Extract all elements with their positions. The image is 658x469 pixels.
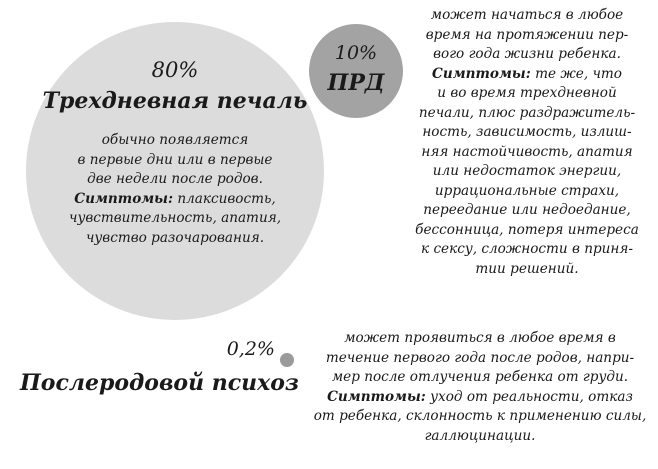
symptoms-text: уход от реальности, отказ (430, 388, 633, 405)
description-line: может проявиться в любое время в (344, 330, 616, 346)
symptoms-line: печали, плюс раздражитель- (418, 104, 636, 121)
symptoms-label: Симптомы: (327, 388, 426, 405)
symptoms-line: от ребенка, склонность к применению силы, (313, 408, 647, 424)
description-line: в первые дни или в первые (77, 151, 273, 168)
symptoms-label: Симптомы: (432, 65, 531, 82)
symptoms-text: плаксивость, (177, 190, 276, 207)
ppd-percent: 10% (334, 42, 378, 64)
description-line: вого года жизни ребенка. (433, 46, 621, 62)
symptoms-line: к сексу, сложности в приня- (421, 241, 633, 257)
baby-blues-percent: 80% (151, 58, 199, 82)
symptoms-line: чувство разочарования. (85, 229, 265, 246)
description-line: время на протяжении пер- (425, 26, 629, 43)
baby-blues-description (40, 131, 310, 248)
symptoms-line: няя настойчивость, апатия (421, 143, 633, 160)
description-line: мер после отлучения ребенка от груди. (331, 369, 629, 385)
symptoms-line (398, 65, 656, 85)
ppd-abbreviation: ПРД (327, 70, 385, 96)
psychosis-title: Послеродовой психоз (20, 370, 299, 396)
symptoms-line: и во время трехдневной (437, 85, 617, 101)
psychosis-dot (280, 353, 294, 367)
description-line: может начаться в любое (430, 7, 624, 23)
symptoms-line (40, 190, 310, 210)
description-line: обычно появляется (101, 132, 249, 148)
symptoms-line: переедание или недоедание, (423, 202, 631, 218)
psychosis-description (305, 329, 655, 446)
description-line: течение первого года после родов, напри- (325, 349, 635, 366)
ppd-description (398, 6, 656, 279)
symptoms-line: галлюцинации. (424, 427, 536, 444)
baby-blues-title: Трехдневная печаль (42, 88, 308, 114)
symptoms-line: чувствительность, апатия, (68, 210, 282, 226)
symptoms-line: иррациональные страхи, (434, 182, 620, 199)
symptoms-line: бессонница, потеря интереса (415, 221, 639, 238)
symptoms-line: тии решений. (475, 260, 579, 277)
symptoms-line (305, 388, 655, 408)
symptoms-line: ность, зависимость, излиш- (422, 124, 632, 140)
symptoms-line: или недостаток энергии, (432, 163, 622, 179)
description-line: две недели после родов. (87, 171, 263, 187)
symptoms-label: Симптомы: (74, 190, 174, 207)
symptoms-text: те же, что (535, 65, 622, 82)
psychosis-percent: 0,2% (226, 338, 275, 360)
